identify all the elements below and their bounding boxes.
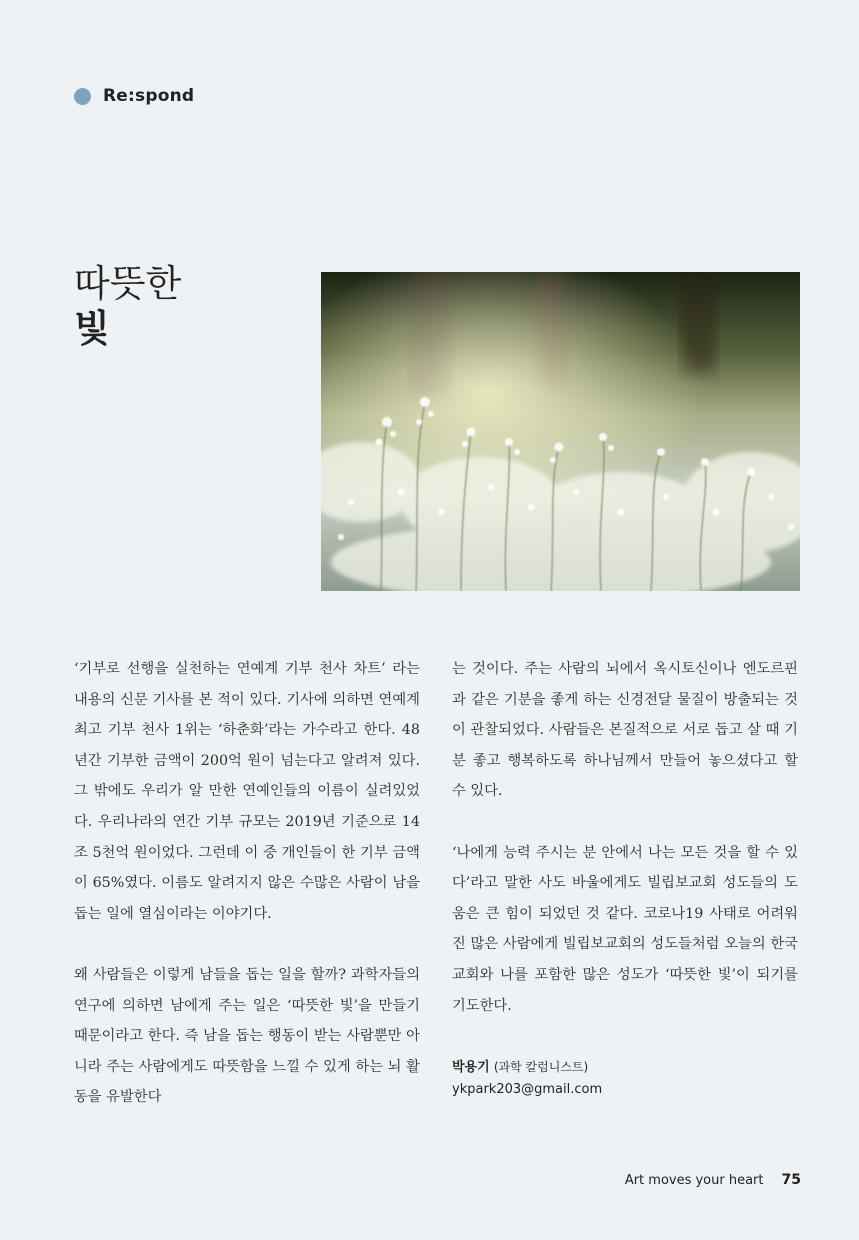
body-paragraph: 왜 사람들은 이렇게 남들을 돕는 일을 할까? 과학자들의 연구에 의하면 남에게 주는 일은 ‘따뜻한 빛’을 만들기 때문이라고 한다. 즉 남을 돕는 행동이 받는 사람뿐만 아니라 주는 사람에게도 따뜻함을 느낄 수 있게 하는 뇌 활동을 유발한다 bbox=[74, 966, 420, 1106]
author-byline bbox=[452, 1056, 602, 1101]
article-title-line2: 빛 bbox=[74, 306, 110, 350]
body-paragraph: ‘나에게 능력 주시는 분 안에서 나는 모든 것을 할 수 있다’라고 말한 사도 바울에게도 빌립보교회 성도들의 도움은 큰 힘이 되었던 것 같다. 코로나19 사태로 어려워진 많은 사람에게 빌립보교회의 성도들처럼 오늘의 한국 교회와 나를 포함한 많은 성도가 ‘따뜻한 빛’이 되기를 기도한다. bbox=[452, 844, 798, 1014]
article-title-line1: 따뜻한 bbox=[74, 262, 182, 305]
page-footer bbox=[625, 1172, 801, 1188]
footer-tagline: Art moves your heart bbox=[624, 1173, 764, 1188]
author-name: 박용기 bbox=[452, 1060, 490, 1075]
body-left-column bbox=[74, 654, 420, 1113]
wildflower-photo bbox=[321, 272, 800, 591]
body-right-column bbox=[452, 654, 798, 1021]
author-email: ykpark203@gmail.com bbox=[452, 1082, 603, 1097]
author-role: (과학 칼럼니스트) bbox=[493, 1060, 589, 1074]
section-marker bbox=[74, 86, 194, 106]
page-number: 75 bbox=[781, 1172, 801, 1188]
body-paragraph: ‘기부로 선행을 실천하는 연예계 기부 천사 차트’ 라는 내용의 신문 기사를 본 적이 있다. 기사에 의하면 연예계 최고 기부 천사 1위는 ‘하춘화’라는 가수라고 한다. 48년간 기부한 금액이 200억 원이 넘는다고 알려져 있다. 그 밖에도 우리가 알 만한 연예인들의 이름이 실려있었다. 우리나라의 연간 기부 규모는 2019년 기준으로 14조 5천억 원이었다. 그런데 이 중 개인들이 한 기부 금액이 65%였다. 이름도 알려지지 않은 수많은 사람이 남을 돕는 일에 열심이라는 이야기다. bbox=[74, 661, 420, 922]
section-label: Re:spond bbox=[103, 86, 195, 106]
section-dot-icon bbox=[74, 88, 91, 105]
article-title bbox=[74, 262, 181, 350]
body-paragraph: 는 것이다. 주는 사람의 뇌에서 옥시토신이나 엔도르핀과 같은 기분을 좋게 하는 신경전달 물질이 방출되는 것이 관찰되었다. 사람들은 본질적으로 서로 돕고 살 때 기분 좋고 행복하도록 하나님께서 만들어 놓으셨다고 할 수 있다. bbox=[452, 661, 798, 800]
wildflower-photo-illustration bbox=[321, 272, 800, 591]
